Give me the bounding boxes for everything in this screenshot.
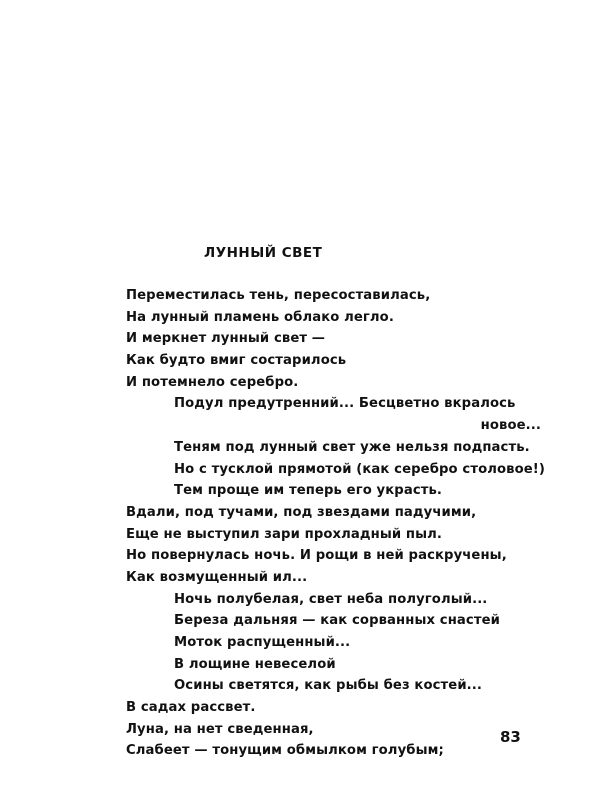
poem-body: [126, 285, 546, 762]
poem-line: Береза дальняя — как сорванных снастей: [174, 613, 500, 629]
poem-line: Ночь полубелая, свет неба полуголый...: [174, 591, 488, 607]
poem-line: Еще не выступил зари прохладный пыл.: [126, 526, 443, 542]
poem-line: И потемнело серебро.: [126, 374, 299, 390]
page-number: 83: [500, 728, 521, 746]
poem-line: Но повернулась ночь. И рощи в ней раскручены,: [126, 548, 507, 564]
poem-line: В лощине невеселой: [174, 656, 336, 672]
poem-line: Подул предутренний... Бесцветно вкралось: [174, 396, 516, 412]
poem-line: Тем проще им теперь его украсть.: [174, 483, 443, 499]
poem-line: Как возмущенный ил...: [126, 569, 308, 585]
poem-title: ЛУННЫЙ СВЕТ: [204, 245, 323, 261]
poem-line: Вдали, под тучами, под звездами падучими,: [126, 504, 477, 520]
poem-line: Как будто вмиг состарилось: [126, 353, 347, 369]
poem-line: Переместилась тень, пересоставилась,: [126, 288, 431, 303]
poem-line: На лунный пламень облако легло.: [126, 309, 394, 325]
poem-line: Моток распущенный...: [174, 635, 351, 650]
poem-line: И меркнет лунный свет —: [126, 331, 326, 347]
poem-line: В садах рассвет.: [126, 700, 256, 716]
poem-line-continuation: новое...: [480, 418, 541, 434]
poem-line: Луна, на нет сведенная,: [126, 721, 314, 737]
poem-line: Теням под лунный свет уже нельзя подпасть.: [174, 439, 530, 455]
poem-line: Но с тусклой прямотой (как серебро столовое!): [174, 461, 546, 477]
poem-line: Слабеет — тонущим обмылком голубым;: [126, 743, 444, 759]
poem-line: Осины светятся, как рыбы без костей...: [174, 678, 483, 694]
